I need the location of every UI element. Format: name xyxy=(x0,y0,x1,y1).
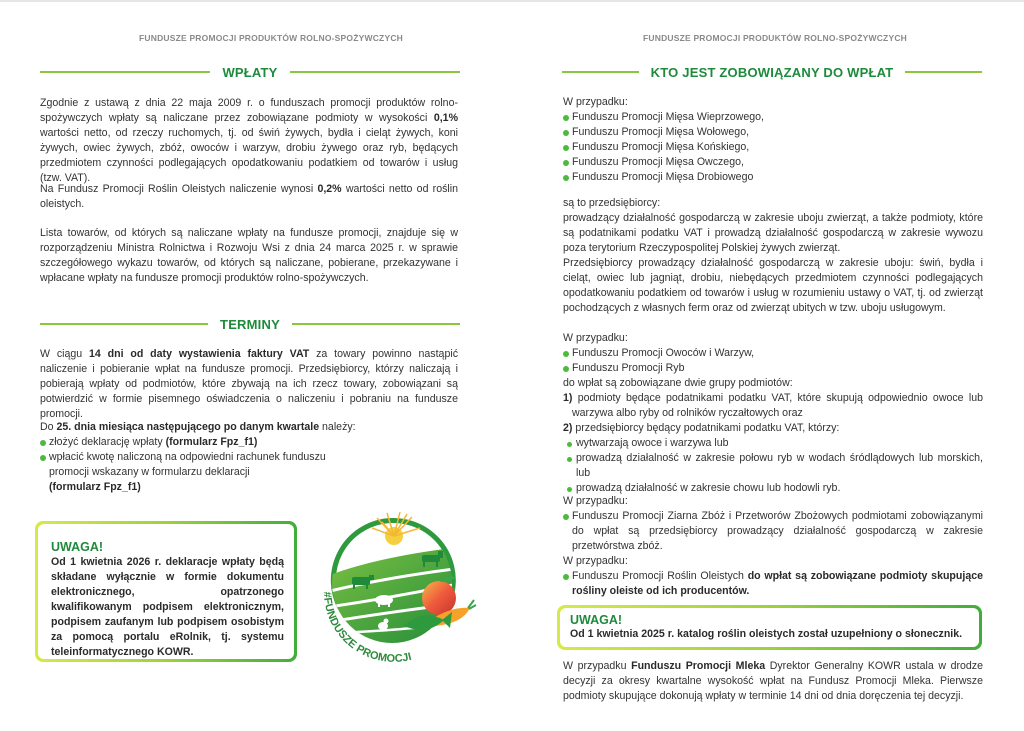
list-item: Funduszu Promocji Mięsa Wieprzowego, xyxy=(563,110,983,125)
deadline-line: Do 25. dnia miesiąca następującego po danym kwartale należy: xyxy=(40,421,356,433)
warning-box xyxy=(35,521,297,662)
block-grain-fund: W przypadku: Funduszu Promocji Ziarna Zbóż i Przetworów Zbożowych podmiotami zobowiązanymi do wpłat są przedsiębiorcy prowadzący działalność gospodarczą w zakresie przetwórstwa zbóż. xyxy=(563,495,983,552)
heading-rule xyxy=(292,323,460,325)
block-fruit-fish-funds: W przypadku: Funduszu Promocji Owoców i Warzyw, Funduszu Promocji Ryb do wpłat są zobowiązane dwie grupy podmiotów: 1) podmioty będące podatnikami podatku VAT, które skupują odpowiednio owoce lub warzywa albo ryby od rolników ryczałtowych oraz 2) przedsiębiorcy będący podatnikami podatku VAT, którzy: wytwarzają owoce i warzywa lub prowadzą działalność w zakresie połowu ryb w wodach śródlądowych lub morskich, lub prowadzą działalność w zakresie chowu lub hodowli ryb. xyxy=(563,332,983,494)
list-item: Funduszu Promocji Owoców i Warzyw, xyxy=(563,346,983,361)
heading-title: TERMINY xyxy=(220,316,280,332)
right-page xyxy=(560,0,990,731)
list-item: Funduszu Promocji Mięsa Wołowego, xyxy=(563,125,983,140)
block-meat-funds: W przypadku: Funduszu Promocji Mięsa Wieprzowego, Funduszu Promocji Mięsa Wołowego, Funduszu Promocji Mięsa Końskiego, Funduszu Promocji Mięsa Owczego, Funduszu Promocji Mięsa Drobiowego xyxy=(563,95,983,185)
list-item: Funduszu Promocji Ziarna Zbóż i Przetworów Zbożowych podmiotami zobowiązanymi do wpłat są przedsiębiorcy prowadzący działalność gospodarczą w zakresie przetwórstwa zbóż. xyxy=(563,509,983,554)
warning-title: UWAGA! xyxy=(51,540,104,554)
numbered-item: 2) przedsiębiorcy będący podatnikami podatku VAT, którzy: xyxy=(563,422,840,434)
list-item: Funduszu Promocji Ryb xyxy=(563,361,983,376)
section-heading-terminy xyxy=(40,316,460,332)
heading-rule xyxy=(905,71,982,73)
list-item: Funduszu Promocji Mięsa Końskiego, xyxy=(563,140,983,155)
paragraph-milk-fund: W przypadku Funduszu Promocji Mleka Dyrektor Generalny KOWR ustala w drodze decyzji za okresy kwartalne wysokość wpłat na Fundusz Promocji Mleka. Pierwsze podmioty skupujące dokonują wpłaty w terminie 14 dni od dnia doręczenia tej decyzji. xyxy=(563,660,983,702)
section-heading-kto xyxy=(562,64,982,80)
paragraph-terminy-2 xyxy=(40,420,458,495)
heading-title: WPŁATY xyxy=(222,64,278,80)
fundusze-promocji-logo xyxy=(312,508,477,668)
block-oilseed-fund: W przypadku: Funduszu Promocji Roślin Oleistych do wpłat są zobowiązane podmioty skupujące rośliny oleiste od ich producentów. xyxy=(563,555,983,597)
logo-caption: #FUNDUSZE PROMOCJI xyxy=(320,591,413,666)
running-title: FUNDUSZE PROMOCJI PRODUKTÓW ROLNO-SPOŻYWCZYCH xyxy=(643,33,907,43)
list-item: wpłacić kwotę naliczoną na odpowiedni rachunek funduszu promocji wskazany w formularzu deklaracji (formularz Fpz_f1) xyxy=(40,450,330,495)
list-item: złożyć deklarację wpłaty (formularz Fpz_f1) xyxy=(40,435,458,450)
warning-text: Od 1 kwietnia 2025 r. katalog roślin oleistych został uzupełniony o słonecznik. xyxy=(570,628,963,640)
list-item: Funduszu Promocji Mięsa Owczego, xyxy=(563,155,983,170)
sub-list-item: prowadzą działalność w zakresie chowu lub hodowli ryb. xyxy=(567,481,983,496)
numbered-item: 1) podmioty będące podatnikami podatku VAT, które skupują odpowiednio owoce lub warzywa albo ryby od rolników ryczałtowych oraz xyxy=(563,392,983,419)
paragraph-wplaty-2: Na Fundusz Promocji Roślin Oleistych naliczenie wynosi 0,2% wartości netto od roślin oleistych. xyxy=(40,183,458,210)
warning-title: UWAGA! xyxy=(570,613,623,627)
section-heading-wplaty xyxy=(40,64,460,80)
list-item: Funduszu Promocji Mięsa Drobiowego xyxy=(563,170,983,185)
sub-list-item: prowadzą działalność w zakresie połowu ryb w wodach śródlądowych lub morskich, lub xyxy=(567,451,983,481)
paragraph-wplaty-3: Lista towarów, od których są naliczane wpłaty na fundusze promocji, znajduje się w rozporządzeniu Ministra Rolnictwa i Rozwoju Wsi z dnia 24 marca 2025 r. w sprawie szczegółowego wykazu towarów, od których są naliczane, pobierane, przekazywane i wpłacane wpłaty na fundusze promocji produktów rolno-spożywczych. xyxy=(40,227,458,284)
paragraph-wplaty-1: Zgodnie z ustawą z dnia 22 maja 2009 r. o funduszach promocji produktów rolno-spożywczych wpłaty są naliczane przez zobowiązane podmioty w wysokości 0,1% wartości netto, od rzeczy ruchomych, tj. od świń żywych, bydła i cieląt żywych, koni żywych, owiec żywych, zbóż, owoców i warzyw, drobiu żywego oraz ryb, będących przedmiotem czynności podlegających opodatkowaniu podatkiem od towarów i usług (tzw. VAT). xyxy=(40,97,458,184)
running-title: FUNDUSZE PROMOCJI PRODUKTÓW ROLNO-SPOŻYWCZYCH xyxy=(139,33,403,43)
heading-rule xyxy=(562,71,639,73)
paragraph-terminy-1: W ciągu 14 dni od daty wystawienia faktury VAT za towary powinno nastąpić naliczenie i pobieranie wpłat na fundusze promocji. Przedsiębiorcy, którzy naliczają i pobierają wpłaty od podmiotów, które zbywają na ich rzecz towary, zobowiązani są potwierdzić w formie pisemnego oświadczenia o naliczeniu i pobraniu na fundusze promocji. xyxy=(40,348,458,420)
sun-icon xyxy=(372,512,420,545)
heading-title: KTO JEST ZOBOWIĄZANY DO WPŁAT xyxy=(650,64,894,80)
heading-rule xyxy=(290,71,460,73)
heading-rule xyxy=(40,323,208,325)
warning-box xyxy=(557,605,982,650)
warning-text: Od 1 kwietnia 2026 r. deklaracje wpłaty będą składane wyłącznie w formie dokumentu elektronicznego, opatrzonego kwalifikowanym podpisem elektronicznym, podpisem zaufanym lub podpisem osobistym za pomocą portalu eRolnik, tj. systemu teleinformatycznego KOWR. xyxy=(51,556,284,658)
list-item: Funduszu Promocji Roślin Oleistych do wpłat są zobowiązane podmioty skupujące rośliny oleiste od ich producentów. xyxy=(563,569,983,599)
heading-rule xyxy=(40,71,210,73)
block-entrepreneurs: są to przedsiębiorcy: prowadzący działalność gospodarczą w zakresie uboju zwierząt, a także podmioty, które są podatnikami podatku VAT i prowadzą działalność gospodarczą w zakresie wywozu poza terytorium Rzeczypospolitej Polskiej żywych zwierząt. Przedsiębiorcy prowadzący działalność gospodarczą w zakresie uboju: świń, bydła i cieląt, owiec lub jagniąt, drobiu, niebędących przedmiotem czynności podlegających opodatkowaniu podatkiem od towarów i usług w rozumieniu ustawy o VAT, tj. od zwierząt pochodzących z własnych ferm oraz od zwierząt ubitych w tzw. uboju usługowym. xyxy=(563,197,983,314)
sub-list-item: wytwarzają owoce i warzywa lub xyxy=(567,436,983,451)
